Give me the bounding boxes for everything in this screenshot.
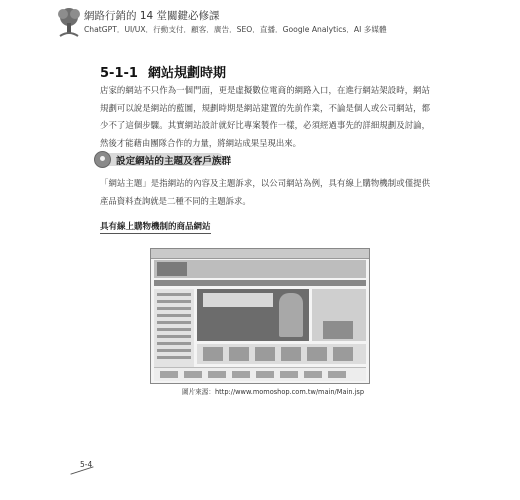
book-title: 網路行銷的 14 堂關鍵必修課 xyxy=(84,10,220,22)
brand-strip xyxy=(154,367,366,381)
image-source: 圖片來源：http://www.momoshop.com.tw/main/Main.jsp xyxy=(182,388,365,396)
browser-toolbar xyxy=(151,249,369,259)
side-promo-box xyxy=(323,321,353,339)
section-heading xyxy=(100,62,226,81)
product-row xyxy=(197,344,366,364)
site-logo xyxy=(157,262,187,276)
hero-promo-text xyxy=(203,293,273,307)
section-number: 5-1-1 xyxy=(100,66,138,81)
bullet-circle-icon xyxy=(94,151,111,168)
book-header xyxy=(54,6,474,40)
section-title: 網站規劃時期 xyxy=(147,66,226,81)
figure-caption: 具有線上購物機制的商品網站 xyxy=(100,222,211,232)
page-number: 5-4 xyxy=(80,460,93,469)
category-sidebar xyxy=(154,289,194,379)
intro-paragraph: 店家的網站不只作為一個門面，更是虛擬數位電商的網路入口，在進行網站架設時，網站規劃可以說是網站的藍圖，規劃時期是網站建置的先前作業，不論是個人或公司網站，都少不了這個步驟。其實網站設計就好比專案製作一樣，必須經過事先的詳細規劃及討論，然後才能藉由團隊合作的力量，將網站成果呈現出來。 xyxy=(100,85,430,148)
subheading-text: 設定網站的主題及客戶族群 xyxy=(116,156,232,167)
subheading-banner xyxy=(94,151,234,169)
hero-model-figure xyxy=(279,293,303,337)
website-screenshot-image xyxy=(150,248,370,384)
site-nav-bar xyxy=(154,280,366,286)
tree-logo-icon xyxy=(54,6,84,38)
topic-paragraph: 「網站主題」是指網站的內容及主題訴求，以公司網站為例，具有線上購物機制或僅提供產品資料查詢就是二種不同的主題訴求。 xyxy=(100,178,430,206)
book-subtitle: ChatGPT．UI/UX．行動支付．顧客．廣告．SEO．直播．Google Analytics．AI 多媒體 xyxy=(84,25,387,34)
